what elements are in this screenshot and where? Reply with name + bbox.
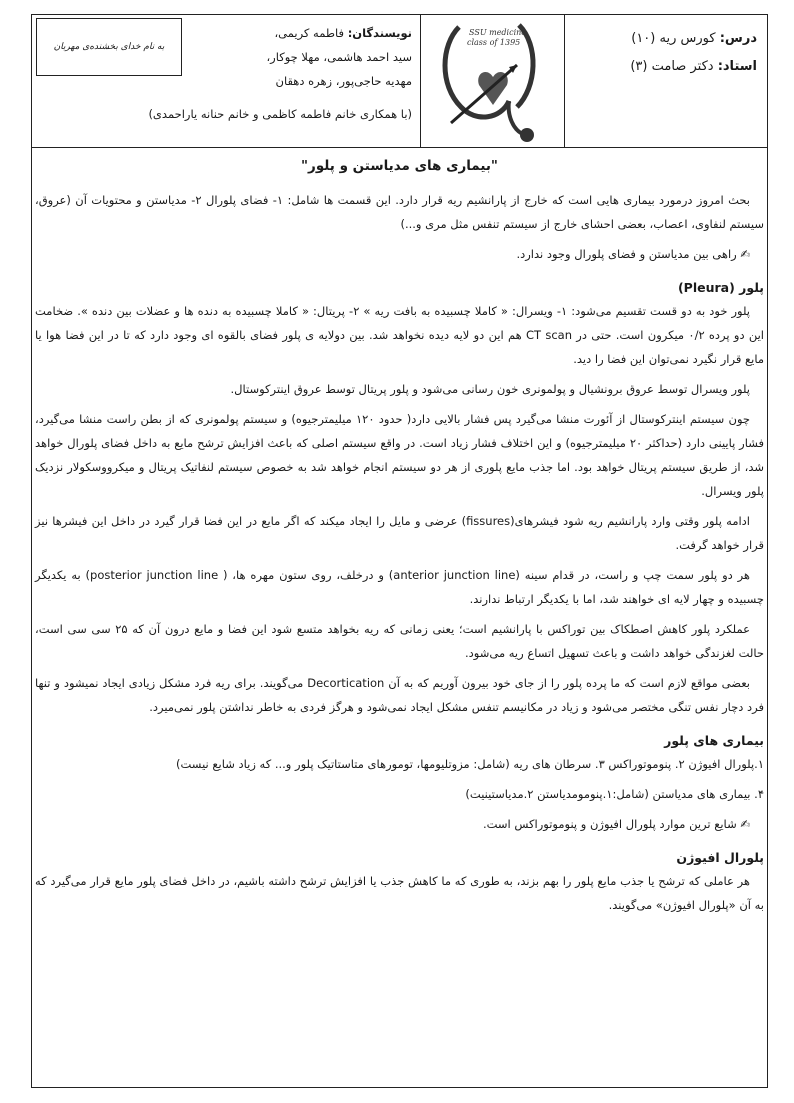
course-cell	[565, 15, 767, 147]
content	[32, 148, 767, 923]
intro-paragraph: بحث امروز درمورد بیماری هایی است که خارج از پارانشیم ریه قرار دارد. این قسمت ها شامل: ۱- فضای پلورال ۲- مدیاستن و محتویات آن (عروق، سیستم لنفاوی، اعصاب، بعضی احشای خارج از سیستم تنفس مثل مری و...)	[35, 193, 764, 231]
logo-cell	[421, 15, 565, 147]
pleura-paragraph-1: پلور خود به دو قست تقسیم می‌شود: ۱- ویسرال: « کاملا چسبیده به بافت ریه » ۲- پریتال: « کاملا چسبیده به دنده ها و عضلات بین دنده ». ضخامت این دو پرده ۰/۲ میکرون است. حتی در CT scan هم این دو لایه دیده نخواهد شد. بین دولایه ی پلور فضای بالقوه ای وجود دارد که تا در این فضا هوا یا مایع قرار نگیرد نمی‌توان این فضا را دید.	[35, 304, 764, 366]
bismillah-box	[36, 18, 182, 76]
authors-cell	[32, 15, 421, 147]
authors-line1: فاطمه کریمی،	[274, 26, 345, 40]
header	[32, 15, 767, 148]
pleura-paragraph-5: هر دو پلور سمت چپ و راست، در قدام سینه (anterior junction line) و درخلف، روی ستون مهره ها، ( posterior junction line) به یکدیگر چسبیده و چهار لایه ای خواهند شد، اما با یکدیگر ارتباط ندارند.	[35, 568, 764, 606]
collaboration: (با همکاری خانم فاطمه کاظمی و خانم حنانه یاراحمدی)	[148, 107, 412, 121]
course-value: کورس ریه (۱۰)	[631, 31, 716, 46]
authors-line3: مهدیه حاجی‌پور، زهره دهقان	[275, 74, 412, 88]
effusion-paragraph: هر عاملی که ترشح یا جذب مایع پلور را بهم بزند، به طوری که ما کاهش جذب یا افزایش ترشح داشته باشیم، در داخل فضای پلور مایع قرار می‌گیرد که به آن «پلورال افیوژن» می‌گویند.	[35, 874, 764, 912]
page-frame	[31, 14, 768, 1088]
logo-text-1: SSU medicine	[469, 28, 527, 37]
teacher-label: استاد:	[717, 59, 757, 74]
diseases-heading: بیماری های پلور	[664, 733, 764, 748]
intro-note: ✍ راهی بین مدیاستن و فضای پلورال وجود ندارد.	[35, 242, 764, 266]
bismillah: به نام خدای بخشنده‌ی مهربان	[53, 42, 165, 52]
teacher-value: دکتر صامت (۳)	[630, 59, 714, 74]
pleura-paragraph-2: پلور ویسرال توسط عروق برونشیال و پولمونری خون رسانی می‌شود و پلور پریتال توسط عروق اینترکوستال.	[230, 382, 750, 396]
diseases-line-1: ۱.پلورال افیوژن ۲. پنوموتوراکس ۳. سرطان های ریه (شامل: مزوتلیومها، تومورهای متاستاتیک پلور و... که زیاد شایع نیست)	[176, 757, 764, 771]
pleura-heading: پلور (Pleura)	[677, 280, 764, 295]
pleura-paragraph-4: ادامه پلور وقتی وارد پارانشیم ریه شود فیشرهای(fissures) عرضی و مایل را ایجاد میکند که اگر مایع در این فضا قرار گیرد در داخل این فیشرها نیز قرار خواهد گرفت.	[35, 514, 764, 552]
stethoscope-logo	[421, 15, 563, 145]
pleura-paragraph-6: عملکرد پلور کاهش اصطکاک بین توراکس با پارانشیم است؛ یعنی زمانی که ریه بخواهد متسع شود این فضا و مایع درون آن که ۲۵ سی سی است، حالت لغزندگی خواهد داشت و باعث تسهیل اتساع ریه می‌شود.	[35, 622, 764, 660]
authors-label: نویسندگان:	[347, 26, 412, 40]
pleura-paragraph-7: بعضی مواقع لازم است که ما پرده پلور را از جای خود بیرون آوریم که به آن Decortication می‌گویند. برای ریه فرد مشکل زیادی ایجاد نمیشود و تنها فرد دچار نفس تنگی مختصر می‌شود و زیاد در مکانیسم تنفس مشکل ایجاد نمی‌شود و هرگز فردی به خاطر نداشتن پلور نمی‌میرد.	[35, 676, 764, 714]
logo-text-2: class of 1395	[467, 38, 521, 47]
authors-line2: سید احمد هاشمی، مهلا چوکار،	[266, 50, 412, 64]
pleura-paragraph-3: چون سیستم اینترکوستال از آئورت منشا می‌گیرد پس فشار بالایی دارد( حدود ۱۲۰ میلیمترجیوه) و سیستم پولمونری که از بطن راست منشا می‌گیرد، فشار پایینی دارد (حداکثر ۲۰ میلیمترجیوه) و این اختلاف فشار زیاد است. در واقع سیستم اصلی که باعث افزایش ترشح مایع به داخل فضای پلورال خواهد شد، از طریق سیستم پریتال خواهد بود. اما جذب مایع پلوری از هر دو سیستم انجام خواهد شد به خصوص سیستم لنفاتیک پریتال و میکرووسکولار نزدیک پلور ویسرال.	[35, 412, 764, 498]
authors	[182, 21, 412, 93]
course-label: درس:	[719, 31, 757, 46]
diseases-note: ✍ شایع ترین موارد پلورال افیوژن و پنوموتوراکس است.	[35, 812, 764, 836]
diseases-line-2: ۴. بیماری های مدیاستن (شامل:۱.پنومومدیاستن ۲.مدیاستینیت)	[465, 787, 764, 801]
effusion-heading: پلورال افیوژن	[676, 850, 764, 865]
page-title: "بیماری های مدیاستن و پلور"	[301, 158, 498, 174]
